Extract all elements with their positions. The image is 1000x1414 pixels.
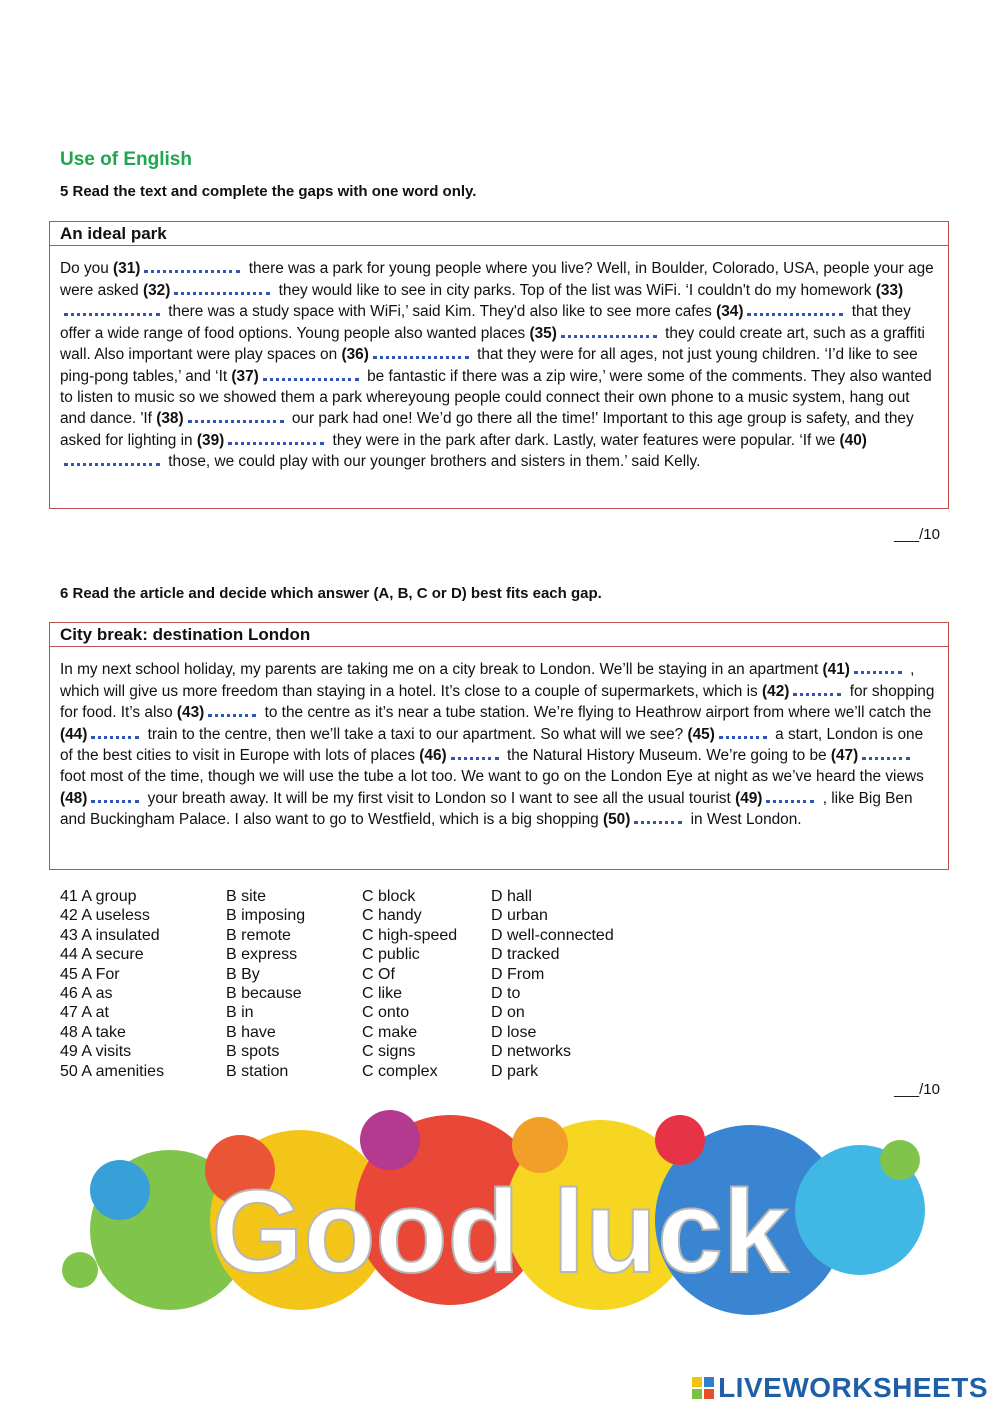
text-segment: to the centre as it’s near a tube station. We’re flying to Heathrow airport from where we’ll catch the: [260, 704, 932, 722]
text-segment: In my next school holiday, my parents are taking me on a city break to London. We’ll be staying in an apartment: [60, 661, 823, 678]
gap-number: (42): [762, 682, 790, 700]
gap-number: (46): [419, 747, 447, 765]
answer-option: B imposing: [226, 907, 306, 925]
answer-gap-32[interactable]: [174, 280, 270, 295]
answer-option: D well-connected: [491, 926, 614, 944]
liveworksheets-logo: [692, 1372, 988, 1404]
answer-option: C signs: [362, 1043, 416, 1061]
text-segment: your breath away. It will be my first visit to London so I want to see all the usual tourist: [143, 789, 736, 807]
answer-gap-39[interactable]: [228, 430, 324, 445]
gap-number: (38): [156, 410, 184, 428]
answer-option: D park: [491, 1062, 539, 1080]
answer-option: C public: [362, 946, 420, 964]
answer-option: B By: [226, 965, 260, 983]
answer-gap-50[interactable]: [634, 809, 682, 824]
gap-number: (31): [113, 260, 141, 277]
answer-option: B have: [226, 1023, 276, 1041]
answer-option: C block: [362, 888, 416, 905]
answer-option: B because: [226, 985, 302, 1003]
text-segment: they could create art, such as a graffiti wall. Also important were play spaces on: [60, 324, 925, 364]
gap-number: (32): [142, 281, 171, 299]
text-segment: there was a park for young people where you live? Well, in Boulder, Colorado, USA, people your age were asked: [60, 260, 934, 299]
answer-options: [60, 887, 651, 1081]
text-segment: for shopping for food. It’s also: [60, 682, 935, 722]
gap-number: (43): [176, 704, 205, 722]
option-row: [60, 1023, 651, 1042]
answer-option: D lose: [491, 1023, 537, 1041]
answer-gap-46[interactable]: [451, 745, 499, 760]
answer-option: 42 A useless: [60, 907, 150, 925]
gap-number: (35): [529, 324, 557, 342]
answer-option: D tracked: [491, 946, 560, 964]
gap-number: (41): [822, 661, 850, 678]
answer-option: 45 A For: [60, 965, 120, 983]
article-title: City break: destination London: [50, 623, 948, 647]
gap-number: (50): [602, 811, 631, 829]
answer-gap-44[interactable]: [91, 724, 139, 739]
answer-option: 43 A insulated: [60, 926, 160, 944]
answer-gap-34[interactable]: [747, 301, 843, 316]
text-segment: a start, London is one of the best cities to visit in Europe with lots of places: [60, 725, 924, 765]
text-box-london: [49, 622, 949, 870]
logo-icon: [692, 1377, 714, 1399]
gap-number: (37): [231, 367, 259, 385]
section-title: Use of English: [60, 149, 192, 170]
answer-gap-35[interactable]: [561, 323, 657, 338]
text-segment: they would like to see in city parks. Top of the list was WiFi. ‘I couldn't do my homework: [274, 281, 876, 299]
text-segment: our park had one! We’d go there all the time!' Important to this age group is safety, and they asked for lighting in: [60, 410, 914, 449]
answer-option: B spots: [226, 1043, 280, 1061]
answer-option: B express: [226, 946, 298, 964]
text-segment: that they were for all ages, not just young children. ‘I’d like to see ping-pong tables,’ and ‘It: [60, 346, 918, 385]
gap-number: (45): [687, 725, 715, 743]
good-luck-text: Good luck: [211, 1166, 789, 1298]
answer-gap-33[interactable]: [64, 301, 160, 316]
answer-option: D on: [491, 1004, 525, 1022]
text-segment: the Natural History Museum. We’re going to be: [502, 747, 831, 765]
text-segment: , like Big Ben and Buckingham Palace. I also want to go to Westfield, which is a big shopping: [60, 789, 913, 829]
text-segment: they were in the park after dark. Lastly, water features were popular. ‘If we: [328, 431, 840, 449]
answer-gap-31[interactable]: [144, 258, 240, 273]
gap-number: (48): [60, 789, 88, 807]
option-row: [60, 1062, 651, 1081]
option-row: [60, 926, 651, 945]
option-row: [60, 906, 651, 925]
answer-gap-38[interactable]: [188, 408, 284, 423]
answer-option: 46 A as: [60, 985, 113, 1003]
text-title: An ideal park: [50, 222, 948, 246]
text-segment: that they offer a wide range of food options. Young people also wanted places: [60, 303, 911, 342]
answer-gap-37[interactable]: [263, 366, 359, 381]
text-segment: be fantastic if there was a zip wire,’ were some of the comments. They also wanted to listen to music so we showed them a park whereyoung people could connect their own phone to a music system, hang out and dance. 'If: [60, 367, 932, 428]
answer-gap-41[interactable]: [854, 659, 902, 674]
answer-option: 50 A amenities: [60, 1062, 165, 1080]
answer-option: C make: [362, 1023, 418, 1041]
gap-number: (47): [830, 747, 859, 765]
answer-option: C complex: [362, 1062, 438, 1080]
gap-number: (40): [839, 431, 867, 449]
gap-number: (33): [875, 281, 904, 299]
answer-gap-47[interactable]: [862, 745, 910, 760]
option-row: [60, 945, 651, 964]
answer-option: D From: [491, 965, 545, 983]
option-row: [60, 984, 651, 1003]
answer-option: D networks: [491, 1043, 572, 1061]
text-segment: those, we could play with our younger brothers and sisters in them.’ said Kelly.: [164, 453, 701, 471]
gap-number: (49): [735, 789, 763, 807]
answer-gap-43[interactable]: [208, 702, 256, 717]
text-segment: train to the centre, then we’ll take a taxi to our apartment. So what will we see?: [143, 725, 688, 743]
score-task-5: ___/10: [894, 526, 940, 543]
answer-option: C like: [362, 985, 403, 1003]
option-row: [60, 965, 651, 984]
gap-number: (36): [341, 346, 369, 364]
answer-option: 41 A group: [60, 888, 137, 905]
answer-gap-49[interactable]: [766, 788, 814, 803]
answer-option: D hall: [491, 888, 532, 905]
text-segment: Do you: [60, 260, 114, 277]
gap-number: (34): [716, 303, 744, 321]
text-segment: , which will give us more freedom than staying in a hotel. It’s close to a couple of supermarkets, which is: [60, 661, 915, 700]
multiple-choice-text: [50, 647, 948, 831]
answer-option: C onto: [362, 1004, 410, 1022]
gap-number: (39): [196, 431, 225, 449]
gap-fill-text: [50, 246, 948, 473]
text-segment: there was a study space with WiFi,’ said Kim. They'd also like to see more cafes: [164, 303, 717, 321]
answer-option: D urban: [491, 907, 548, 925]
answer-option: B in: [226, 1004, 254, 1022]
good-luck-banner: [60, 1100, 940, 1340]
answer-option: 48 A take: [60, 1023, 126, 1041]
text-segment: foot most of the time, though we will use the tube a lot too. We want to go on the London Eye at night as we’ve heard the views: [60, 767, 924, 785]
answer-option: 49 A visits: [60, 1043, 132, 1061]
answer-gap-40[interactable]: [64, 451, 160, 466]
gap-number: (44): [60, 725, 88, 743]
text-segment: in West London.: [686, 811, 802, 829]
answer-gap-36[interactable]: [373, 344, 469, 359]
answer-option: B station: [226, 1062, 289, 1080]
option-row: [60, 1003, 651, 1022]
score-task-6: ___/10: [894, 1081, 940, 1098]
answer-option: C high-speed: [362, 926, 458, 944]
logo-text: LIVEWORKSHEETS: [718, 1372, 988, 1403]
answer-option: B site: [226, 888, 267, 905]
option-row: [60, 887, 651, 906]
answer-gap-42[interactable]: [793, 681, 841, 696]
option-row: [60, 1042, 651, 1061]
answer-option: B remote: [226, 926, 291, 944]
answer-option: 47 A at: [60, 1004, 109, 1022]
task-6-instruction: 6 Read the article and decide which answer (A, B, C or D) best fits each gap.: [60, 585, 602, 602]
text-box-ideal-park: [49, 221, 949, 509]
answer-option: C Of: [362, 965, 395, 983]
answer-gap-45[interactable]: [719, 724, 767, 739]
answer-option: 44 A secure: [60, 946, 144, 964]
task-5-instruction: 5 Read the text and complete the gaps with one word only.: [60, 183, 477, 200]
answer-gap-48[interactable]: [91, 788, 139, 803]
answer-option: C handy: [362, 907, 422, 925]
answer-option: D to: [491, 985, 521, 1003]
